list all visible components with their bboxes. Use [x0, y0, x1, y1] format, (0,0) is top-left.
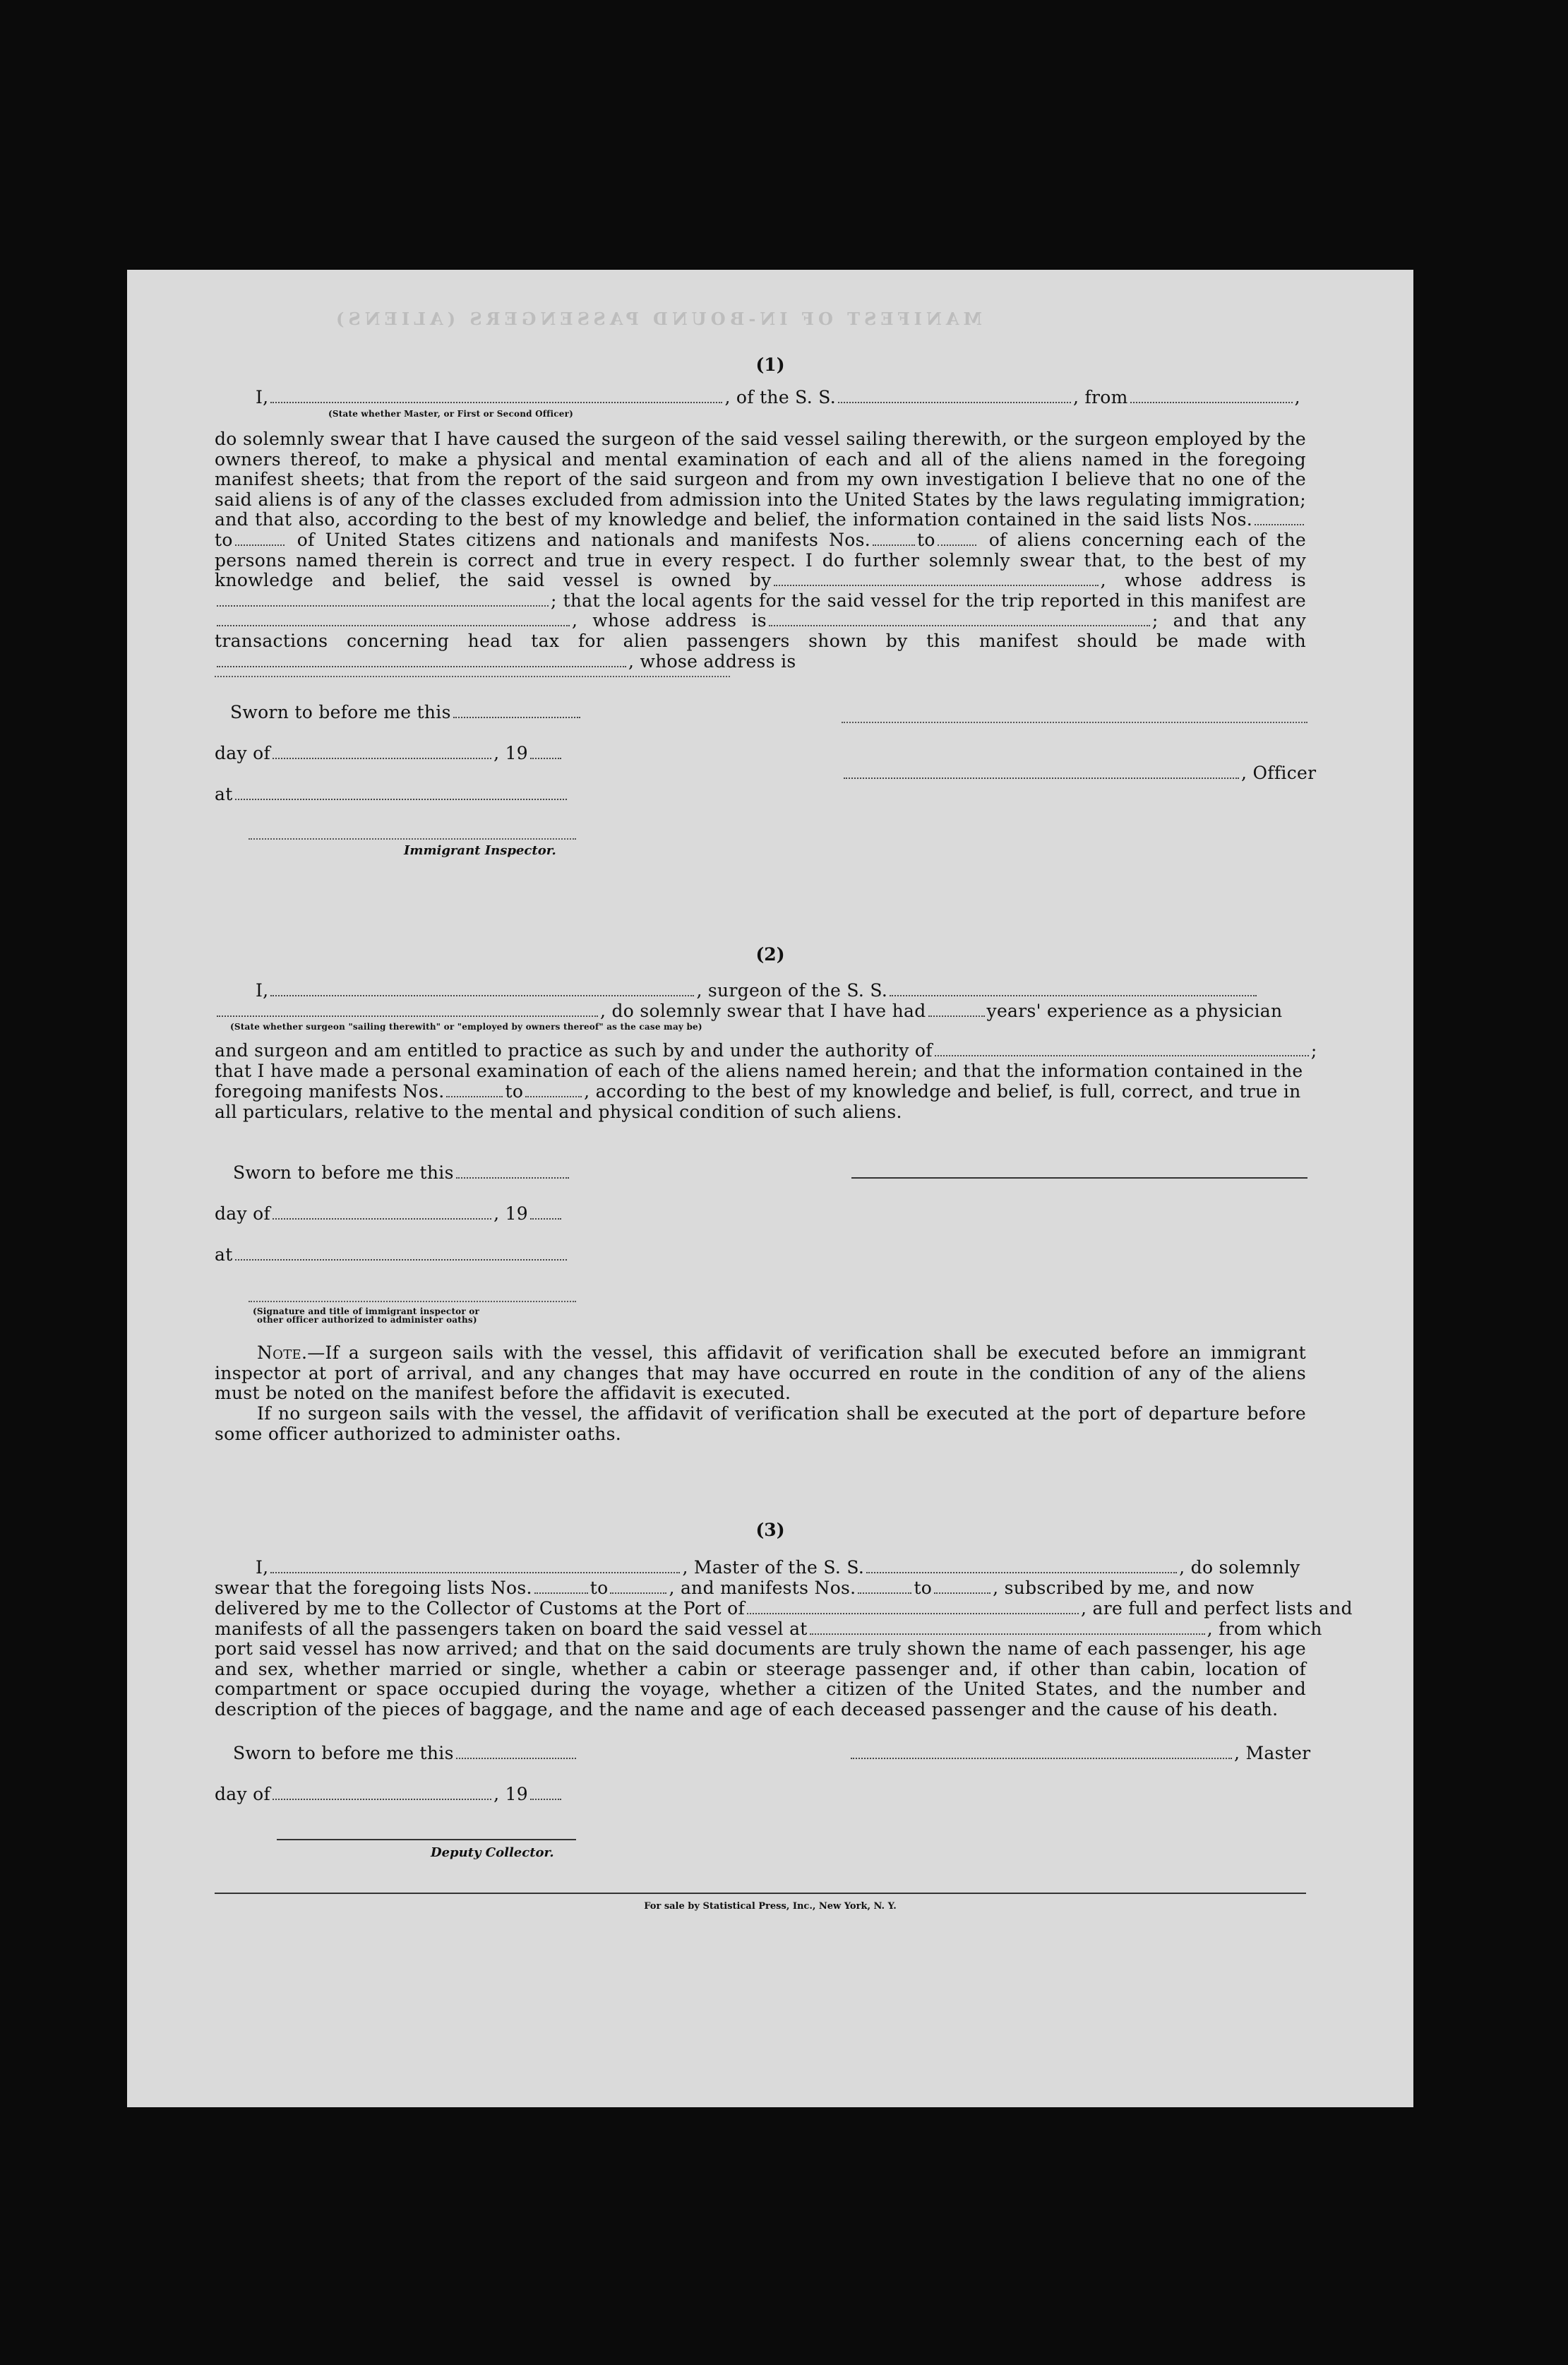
section-2-note: Note.—If a surgeon sails with the vessel, this affidavit of verification shall be executed before an immigrant inspector at port of arrival, and any changes that may have occurred en route in the condition of any of the aliens must be noted on the manifest before the affidavit is executed.: [215, 1342, 1306, 1404]
section-2-hint: (State whether surgeon "sailing therewith" or "employed by owners thereof" as the case may be): [230, 1022, 702, 1032]
section-1-day-of: day of , 19: [215, 743, 563, 763]
section-3-sworn: Sworn to before me this: [233, 1743, 578, 1763]
section-3-line-3: delivered by me to the Collector of Customs at the Port of , are full and perfect lists and: [215, 1598, 1353, 1619]
section-2-at: at: [215, 1244, 569, 1265]
section-1-line-1: I, , of the S. S. , from ,: [256, 387, 1300, 407]
section-3-line-1: I, , Master of the S. S. , do solemnly: [256, 1557, 1300, 1578]
section-1-line-1-hint: (State whether Master, or First or Second Officer): [328, 409, 573, 419]
section-1-inspector-line: [249, 838, 576, 840]
footer-rule: [215, 1893, 1306, 1894]
section-2-day-of: day of , 19: [215, 1203, 563, 1224]
section-3-line-4: manifests of all the passengers taken on board the said vessel at , from which: [215, 1619, 1322, 1639]
section-3-deputy-label: Deputy Collector.: [431, 1845, 554, 1860]
note-label: Note.: [257, 1342, 308, 1363]
section-3-day-of: day of , 19: [215, 1784, 563, 1804]
section-3-line-2: swear that the foregoing lists Nos. to , and manifests Nos. to , subscribed by me, and now: [215, 1578, 1255, 1598]
section-2-para-e: all particulars, relative to the mental and physical condition of such aliens.: [215, 1102, 902, 1122]
section-1-inspector-label: Immigrant Inspector.: [404, 843, 556, 858]
section-1-number: (1): [755, 355, 785, 375]
section-2-inspector-line: [249, 1301, 576, 1302]
section-1-paragraph: do solemnly swear that I have caused the surgeon of the said vessel sailing therewith, or the surgeon employed by the owners thereof, to make a physical and mental examination of each and all of the aliens named in the foregoing manifest sheets; that from the report of the said surgeon and from my own investigation I believe that no one of the said aliens is of any of the classes excluded from admission into the United States by the laws regulating immigration; and that also, according to the best of my knowledge and belief, the information contained in the said lists Nos.to of United States citizens and nationals and manifests Nos. to of aliens concerning each of the persons named therein is correct and true in every respect. I do further solemnly swear that, to the best of my knowledge and belief, the said vessel is owned by , whose address is; that the local agents for the said vessel for the trip reported in this manifest are, whose address is ; and that any transactions concerning head tax for alien passengers shown by this manifest should be made with, whose address is: [215, 429, 1307, 672]
section-2-para-c: foregoing manifests Nos. to , according to the best of my knowledge and belief, is full, correct, and true in: [215, 1081, 1301, 1102]
section-2-signature-line: [851, 1177, 1307, 1179]
section-3-number: (3): [755, 1520, 785, 1540]
section-1-officer: , Officer: [842, 763, 1316, 783]
section-1-address-line: [215, 676, 730, 677]
section-2-para-b: that I have made a personal examination of each of the aliens named herein; and that the information contained in the: [215, 1061, 1303, 1081]
section-2-line-2: , do solemnly swear that I have had years' experience as a physician: [215, 1001, 1282, 1021]
document-page: [127, 270, 1413, 2107]
section-2-sig-hint-2: other officer authorized to administer oaths): [257, 1315, 477, 1325]
section-3-paragraph: port said vessel has now arrived; and that on the said documents are truly shown the name of each passenger, his age and sex, whether married or single, whether a cabin or steerage passenger and, if other than cabin, location of compartment or space occupied during the voyage, whether a citizen of the United States, and the number and description of the pieces of baggage, and the name and age of each deceased passenger and the cause of his death.: [215, 1638, 1306, 1720]
section-2-note-2: If no surgeon sails with the vessel, the affidavit of verification shall be executed at the port of departure before some officer authorized to administer oaths.: [215, 1403, 1306, 1444]
section-2-sworn: Sworn to before me this: [233, 1162, 571, 1183]
bleed-through-text: MANIFEST OF IN-BOUND PASSENGERS (ALIENS): [332, 309, 983, 329]
section-2-sig-hint-1: (Signature and title of immigrant inspector or: [253, 1306, 480, 1316]
section-2-para-a: and surgeon and am entitled to practice as such by and under the authority of ;: [215, 1040, 1317, 1061]
section-3-master: , Master: [849, 1743, 1310, 1763]
section-1-sworn: Sworn to before me this: [230, 702, 582, 722]
section-2-number: (2): [755, 944, 785, 965]
section-2-line-1: I, , surgeon of the S. S.: [256, 980, 1259, 1001]
printer-credit: For sale by Statistical Press, Inc., New York, N. Y.: [644, 1901, 897, 1912]
section-3-deputy-line: [277, 1839, 576, 1840]
section-1-signature-line: [842, 722, 1307, 723]
section-1-at: at: [215, 784, 569, 804]
